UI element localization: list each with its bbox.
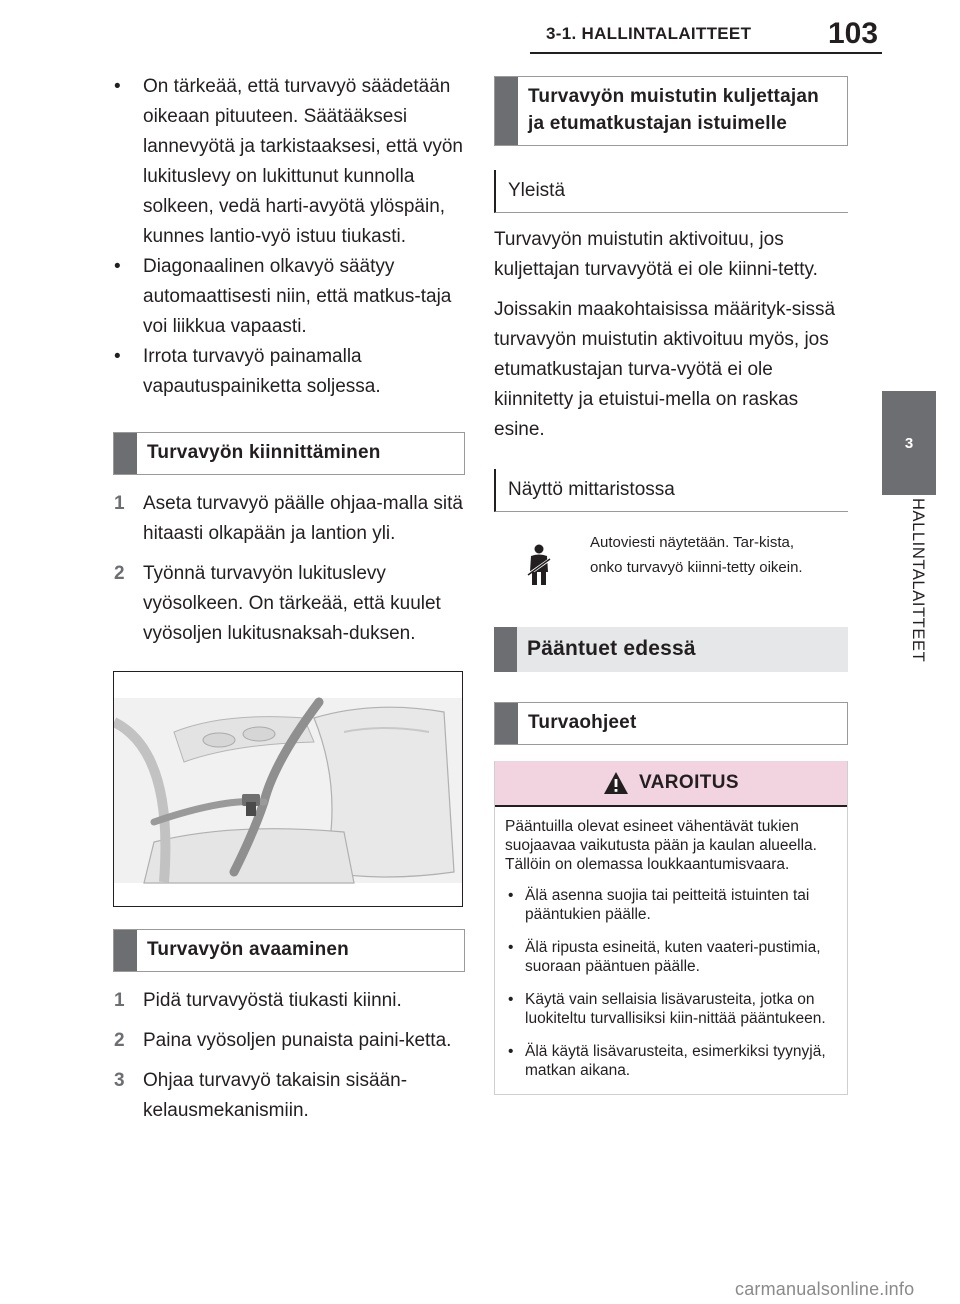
step-number: 1 [114, 493, 125, 514]
headrest-heading [494, 627, 848, 672]
release-heading-text: Turvavyön avaaminen [147, 939, 349, 960]
seatbelt-warning-icon-graphic [524, 544, 554, 586]
step-text: Paina vyösoljen punaista paini-ketta. [143, 1030, 452, 1051]
general-paragraph: Joissakin maakohtaisissa määrityk-sissä turvavyön muistutin aktivoituu myös, jos etumatkustajan turva-vyötä ei ole kiinnitetty ja etuistui-mella on raskas esine. [494, 299, 836, 440]
step-number: 3 [114, 1070, 125, 1091]
heading-bar [495, 77, 518, 145]
step-number: 2 [114, 563, 125, 584]
list-item: • Älä asenna suojia tai peitteitä istuinten tai pääntukien päälle. [505, 886, 837, 924]
seat-illustration-drawing [114, 672, 463, 907]
chapter-tab [882, 391, 936, 495]
warning-triangle-icon [603, 771, 629, 795]
step-text: Työnnä turvavyön lukituslevy vyösolkeen. On tärkeää, että kuulet vyösoljen lukitusnaksah-duksen. [143, 563, 441, 644]
step-number: 1 [114, 990, 125, 1011]
step-text: Aseta turvavyö päälle ohjaa-malla sitä hitaasti olkapään ja lantion yli. [143, 493, 464, 544]
list-item: • Käytä vain sellaisia lisävarusteita, jotka on luokiteltu turvallisiksi kiin-nittää pääntukeen. [505, 990, 837, 1028]
display-subheading: Näyttö mittaristossa [494, 469, 848, 512]
step-text: Ohjaa turvavyö takaisin sisään-kelausmekanismiin. [143, 1070, 408, 1121]
chapter-number: 3 [904, 435, 914, 452]
section-title: 3-1. HALLINTALAITTEET [546, 24, 752, 43]
list-item [113, 559, 465, 649]
site-watermark: carmanualsonline.info [735, 1279, 915, 1299]
page-number: 103 [828, 17, 879, 50]
list-item: • Älä ripusta esineitä, kuten vaateri-pustimia, suoraan pääntuen päälle. [505, 938, 837, 976]
seatbelt-illustration [113, 671, 463, 907]
step-number: 2 [114, 1030, 125, 1051]
headrest-heading-text: Pääntuet edessä [527, 637, 696, 660]
heading-bar [495, 703, 518, 744]
reminder-heading [494, 76, 848, 146]
list-item [113, 1026, 465, 1056]
intro-bullet-list [113, 72, 465, 402]
fasten-steps [113, 489, 465, 649]
release-heading [113, 929, 465, 972]
fasten-heading-text: Turvavyön kiinnittäminen [147, 442, 381, 463]
right-column [494, 76, 848, 1095]
fasten-heading [113, 432, 465, 475]
warning-box [494, 761, 848, 1095]
list-item [113, 986, 465, 1016]
safety-heading-text: Turvaohjeet [528, 712, 637, 733]
heading-bar [114, 930, 137, 971]
display-message-text: Autoviesti näytetään. Tar-kista, onko turvavyö kiinni-tetty oikein. [590, 534, 803, 576]
list-item [113, 489, 465, 549]
list-item: • Diagonaalinen olkavyö säätyy automaattisesti niin, että matkus-taja voi liikkua vapaasti. [113, 252, 465, 342]
general-subheading: Yleistä [494, 170, 848, 213]
warning-title: VAROITUS [639, 772, 739, 793]
seatbelt-warning-icon [494, 530, 590, 591]
list-item: • On tärkeää, että turvavyö säädetään oikeaan pituuteen. Säätääksesi lannevyötä ja tarkistaaksesi, että vyön lukituslevy on lukittunut kunnolla solkeen, vedä harti-avyötä ylöspäin, kunnes lantio-vyö istuu tiukasti. [113, 72, 465, 252]
warning-header [495, 761, 847, 807]
reminder-heading-text: Turvavyön muistutin kuljettajan ja etumatkustajan istuimelle [528, 86, 819, 134]
warning-intro: Pääntuilla olevat esineet vähentävät tukien suojaavaa vaikutusta pään ja kaulan alueella. Tällöin on olemassa loukkaantumisvaara. [505, 818, 817, 873]
list-item: • Irrota turvavyö painamalla vapautuspainiketta soljessa. [113, 342, 465, 402]
chapter-label: HALLINTALAITTEET [909, 498, 927, 663]
header-rule [530, 52, 882, 54]
list-item: • Älä käytä lisävarusteita, esimerkiksi tyynyjä, matkan aikana. [505, 1042, 837, 1080]
step-text: Pidä turvavyöstä tiukasti kiinni. [143, 990, 402, 1011]
warning-body [495, 807, 847, 1094]
list-item [113, 1066, 465, 1126]
left-column [113, 66, 465, 1136]
heading-bar [114, 433, 137, 474]
general-paragraph: Turvavyön muistutin aktivoituu, jos kuljettajan turvavyötä ei ole kiinni-tetty. [494, 229, 818, 280]
safety-heading [494, 702, 848, 745]
heading-bar [494, 627, 517, 672]
display-message-row [494, 530, 848, 591]
release-steps [113, 986, 465, 1126]
warning-list [505, 886, 837, 1080]
